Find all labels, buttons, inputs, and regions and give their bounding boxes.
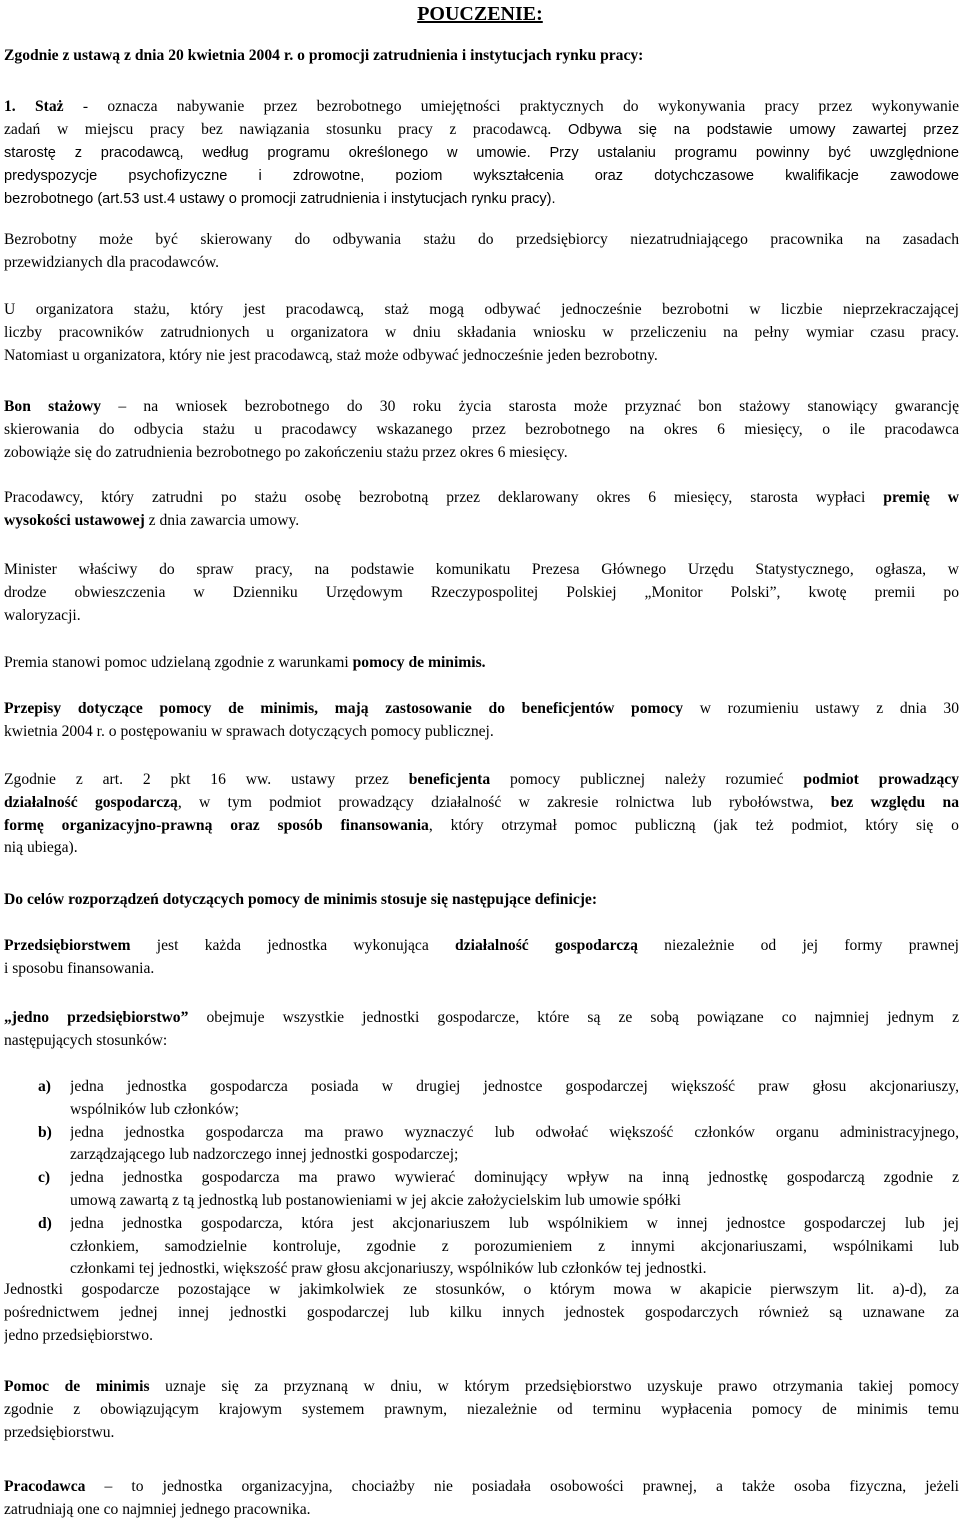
przepisy-paragraph: Przepisy dotyczące pomocy de minimis, mają zastosowanie do beneficjentów pomocy w rozumieniu ustawy z dnia 30 kwietnia 2004 r. o postępowaniu w sprawach dotyczących pomocy publicznej. <box>4 700 959 740</box>
zgodnie-paragraph: Zgodnie z art. 2 pkt 16 ww. ustawy przez beneficjenta pomocy publicznej należy rozumieć podmiot prowadzący działalność gospodarczą, w tym podmiot prowadzący działalność w zakresie rolnictwa lub rybołówstwa, bez względu na formę organizacyjno-prawną oraz sposób finansowania, który otrzymał pomoc publiczną (jak też podmiot, który się o nią ubiega). <box>4 771 959 857</box>
minister-paragraph: Minister właściwy do spraw pracy, na podstawie komunikatu Prezesa Głównego Urzędu Statystycznego, ogłasza, w drodze obwieszczenia w Dzienniku Urzędowym Rzeczypospolitej Polskiej „Monitor Polski”, kwotę premii po waloryzacji. <box>4 561 959 624</box>
intro-text: Zgodnie z ustawą z dnia 20 kwietnia 2004 r. o promocji zatrudnienia i instytucjach rynku pracy: <box>4 47 644 64</box>
cele-paragraph: Do celów rozporządzeń dotyczących pomocy de minimis stosuje się następujące definicje: <box>4 891 598 908</box>
staz-paragraph-sans: starostę z pracodawcą, według programu określonego w umowie. Przy ustalaniu programu powinny być uwzględnione predyspozycje psychofizyczne i zdrowotne, poziom wykształcenia oraz dotychczasowe kwalifikacje zawodowe bezrobotnego (art.53 ust.4 ustawy o promocji zatrudnienia i instytucjach rynku pracy). <box>4 145 959 207</box>
relations-list <box>38 1076 959 1281</box>
list-item: b) jedna jednostka gospodarcza ma prawo wyznaczyć lub odwołać większość członków organu administracyjnego, zarządzającego lub nadzorczego innej jednostki gospodarczej; <box>38 1123 959 1164</box>
organizator-paragraph: U organizatora stażu, który jest pracodawcą, staż mogą odbywać jednocześnie bezrobotni w liczbie nieprzekraczającej liczby pracowników zatrudnionych u organizatora w dniu składania wniosku w przeliczeniu na pełny wymiar czasu pracy. Natomiast u organizatora, który nie jest pracodawcą, staż może odbywać jednocześnie jeden bezrobotny. <box>4 301 959 364</box>
bezrobotny-paragraph: Bezrobotny może być skierowany do odbywania stażu do przedsiębiorcy niezatrudniającego pracownika na zasadach przewidzianych dla pracodawców. <box>4 231 959 271</box>
staz-term: Staż <box>34 98 64 115</box>
jednostki-paragraph: Jednostki gospodarcze pozostające w jakimkolwiek ze stosunków, o którym mowa w akapicie pierwszym lit. a)-d), za pośrednictwem jednej innej jednostki gospodarczej lub kilku innych jednostek gospodarczych również są uznawane za jedno przedsiębiorstwo. <box>4 1281 959 1344</box>
list-item: d) jedna jednostka gospodarcza, która jest akcjonariuszem lub wspólnikiem w innej jednostce gospodarczej lub jej członkiem, samodzielnie kontroluje, zgodnie z porozumieniem z innymi akcjonariuszami, wspólnikami lub członkami tej jednostki, większość praw głosu akcjonariuszy, wspólników lub członków tej jednostki. <box>38 1214 959 1278</box>
jedno-przedsiebiorstwo-paragraph: „jedno przedsiębiorstwo” obejmuje wszystkie jednostki gospodarcze, które są ze sobą powiązane co najmniej jednym z następujących stosunków: <box>4 1009 959 1049</box>
list-item: c) jedna jednostka gospodarcza ma prawo wywierać dominujący wpływ na inną jednostkę gospodarczą zgodnie z umową zawartą z tą jednostką lub postanowieniami w jej akcie założycielskim lub umowie spółki <box>38 1169 959 1209</box>
list-item: a) jedna jednostka gospodarcza posiada w drugiej jednostce gospodarczej większość praw głosu akcjonariuszy, wspólników lub członków; <box>38 1078 959 1118</box>
bon-paragraph: Bon stażowy – na wniosek bezrobotnego do 30 roku życia starosta może przyznać bon stażowy stanowiący gwarancję skierowania do odbycia stażu u pracodawcy wskazanego przez bezrobotnego na okres 6 miesięcy, o ile pracodawca zobowiąże się do zatrudnienia bezrobotnego po zakończeniu stażu przez okres 6 miesięcy. <box>4 398 959 461</box>
przedsiebiorstwo-paragraph: Przedsiębiorstwem jest każda jednostka wykonująca działalność gospodarczą niezależnie od jej formy prawnej i sposobu finansowania. <box>4 937 959 977</box>
pracodawcy-paragraph: Pracodawcy, który zatrudni po stażu osobę bezrobotną przez deklarowany okres 6 miesięcy, starosta wypłaci premię w wysokości ustawowej z dnia zawarcia umowy. <box>4 489 959 529</box>
staz-paragraph: 1. Staż - oznacza nabywanie przez bezrobotnego umiejętności praktycznych do wykonywania pracy przez wykonywanie zadań w miejscu pracy bez nawiązania stosunku pracy z pracodawcą. Odbywa się na podstawie umowy zawartej przez <box>4 98 959 138</box>
intro-paragraph <box>4 45 959 68</box>
premia-paragraph: Premia stanowi pomoc udzielaną zgodnie z warunkami pomocy de minimis. <box>4 654 486 671</box>
pomoc-de-minimis-paragraph: Pomoc de minimis uznaje się za przyznaną w dniu, w którym przedsiębiorstwo uzyskuje prawo otrzymania takiej pomocy zgodnie z obowiązującym krajowym systemem prawnym, niezależnie od terminu wypłacenia pomocy de minimis temu przedsiębiorstwu. <box>4 1378 959 1441</box>
pracodawca-paragraph: Pracodawca – to jednostka organizacyjna, chociażby nie posiadała osobowości prawnej, a także osoba fizyczna, jeżeli zatrudniają one co najmniej jednego pracownika. <box>4 1478 959 1518</box>
bon-term: Bon stażowy <box>4 398 102 415</box>
document-title: POUCZENIE: <box>417 3 543 25</box>
staz-number: 1. <box>4 98 16 115</box>
